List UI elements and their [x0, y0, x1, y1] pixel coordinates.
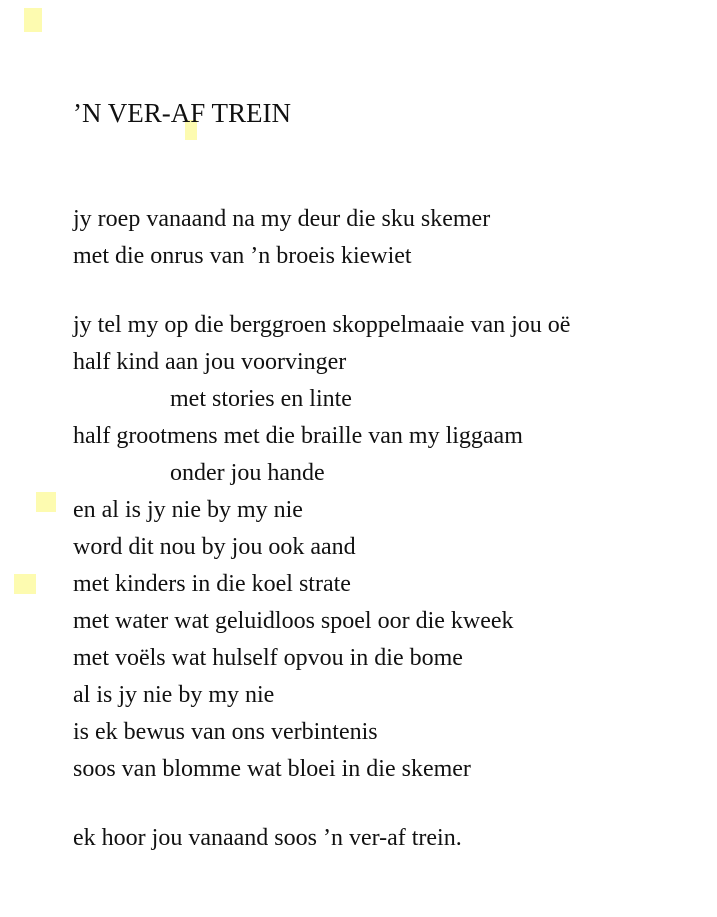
poem-line: jy roep vanaand na my deur die sku skemer: [73, 206, 491, 232]
poem-line: half grootmens met die braille van my liggaam: [73, 423, 523, 449]
poem-line: met kinders in die koel strate: [73, 571, 351, 597]
poem-line: met water wat geluidloos spoel oor die kweek: [73, 608, 514, 634]
poem-line: word dit nou by jou ook aand: [73, 534, 356, 560]
poem-line: soos van blomme wat bloei in die skemer: [73, 756, 471, 782]
poem-line: is ek bewus van ons verbintenis: [73, 719, 378, 745]
poem-line: jy tel my op die berggroen skoppelmaaie van jou oë: [73, 312, 571, 338]
poem-line: en al is jy nie by my nie: [73, 497, 303, 523]
poem-line: met stories en linte: [170, 386, 352, 412]
poem-line: half kind aan jou voorvinger: [73, 349, 347, 375]
annotation-marker: [36, 492, 56, 512]
poem-line: ek hoor jou vanaand soos ’n ver-af trein.: [73, 825, 462, 851]
annotation-marker: [14, 574, 36, 594]
annotation-marker: [24, 8, 42, 32]
poem-title: ’N VER-AF TREIN: [73, 98, 292, 128]
poem-line: onder jou hande: [170, 460, 325, 486]
poem-line: al is jy nie by my nie: [73, 682, 275, 708]
poem-line: met voëls wat hulself opvou in die bome: [73, 645, 463, 671]
poem-line: met die onrus van ’n broeis kiewiet: [73, 243, 412, 269]
